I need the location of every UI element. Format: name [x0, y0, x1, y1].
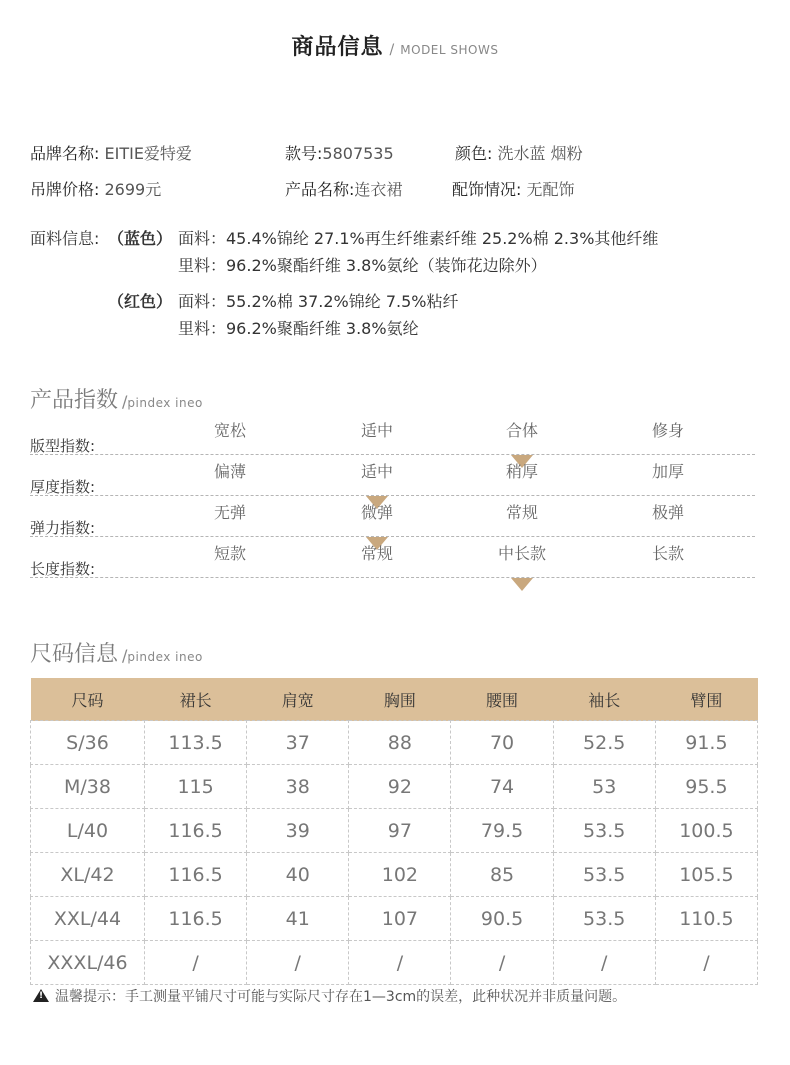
size-value-cell: 90.5	[451, 897, 553, 941]
index-option: 极弹	[651, 503, 685, 522]
size-column-header: 裙长	[145, 678, 247, 721]
size-column-header: 肩宽	[247, 678, 349, 721]
table-row	[31, 809, 758, 853]
color-value: 洗水蓝 烟粉	[497, 144, 583, 163]
fabric-red-tag: （红色）	[108, 292, 173, 311]
style-no-label: 款号:	[285, 144, 323, 163]
size-value-cell: /	[451, 941, 553, 985]
size-value-cell: 85	[451, 853, 553, 897]
size-info-title	[30, 637, 203, 668]
size-value-cell: 102	[349, 853, 451, 897]
size-label-cell: M/38	[31, 765, 145, 809]
index-option: 偏薄	[213, 462, 247, 481]
size-value-cell: 74	[451, 765, 553, 809]
index-row-label: 弹力指数:	[30, 519, 96, 537]
price-value: 2699元	[104, 180, 162, 199]
size-value-cell: 97	[349, 809, 451, 853]
index-row	[30, 541, 755, 578]
size-value-cell: 105.5	[655, 853, 757, 897]
index-option: 加厚	[651, 462, 685, 481]
size-value-cell: 107	[349, 897, 451, 941]
index-marker-icon	[511, 578, 533, 591]
size-value-cell: 53.5	[553, 897, 655, 941]
size-value-cell: 92	[349, 765, 451, 809]
size-info-subtitle: pindex ineo	[127, 650, 203, 664]
accessory-info	[452, 177, 575, 200]
index-option: 短款	[213, 544, 247, 563]
index-row-label: 版型指数:	[30, 437, 96, 455]
size-value-cell: 39	[247, 809, 349, 853]
product-index-slash: /	[122, 392, 128, 411]
size-value-cell: 95.5	[655, 765, 757, 809]
footer-tip	[33, 986, 626, 1006]
index-option: 合体	[505, 421, 539, 440]
table-row	[31, 721, 758, 765]
brand-info	[30, 141, 192, 164]
page-title: 商品信息	[291, 35, 384, 60]
table-row	[31, 941, 758, 985]
size-value-cell: 38	[247, 765, 349, 809]
style-no-value: 5807535	[322, 144, 394, 163]
size-value-cell: /	[655, 941, 757, 985]
page-header	[0, 30, 790, 66]
color-info	[455, 141, 583, 164]
size-value-cell: 88	[349, 721, 451, 765]
product-index-subtitle: pindex ineo	[127, 396, 203, 410]
index-option: 适中	[360, 421, 394, 440]
size-label-cell: L/40	[31, 809, 145, 853]
index-option: 中长款	[497, 544, 547, 563]
index-row-label: 厚度指数:	[30, 478, 96, 496]
brand-value: EITIE爱特爱	[104, 144, 192, 163]
size-table	[30, 678, 758, 985]
fabric-blue-lining: 里料：96.2%聚酯纤维 3.8%氨纶（装饰花边除外）	[178, 256, 547, 275]
table-row	[31, 853, 758, 897]
size-info-slash: /	[122, 646, 128, 665]
size-value-cell: 53.5	[553, 853, 655, 897]
size-column-header: 臂围	[655, 678, 757, 721]
size-label-cell: XL/42	[31, 853, 145, 897]
footer-tip-text: 温馨提示：手工测量平铺尺寸可能与实际尺寸存在1—3cm的误差，此种状况并非质量问题。	[55, 989, 627, 1005]
size-value-cell: 110.5	[655, 897, 757, 941]
size-value-cell: 116.5	[145, 853, 247, 897]
index-option: 稍厚	[505, 462, 539, 481]
fabric-red-lining: 里料：96.2%聚酯纤维 3.8%氨纶	[178, 319, 419, 338]
size-value-cell: 113.5	[145, 721, 247, 765]
index-row	[30, 500, 755, 537]
product-name-value: 连衣裙	[354, 180, 403, 199]
brand-label: 品牌名称:	[30, 144, 100, 163]
size-label-cell: XXL/44	[31, 897, 145, 941]
color-label: 颜色:	[455, 144, 493, 163]
product-index-title	[30, 383, 203, 414]
index-option: 修身	[651, 421, 685, 440]
product-name-info	[285, 177, 402, 200]
size-column-header: 腰围	[451, 678, 553, 721]
size-info-title-text: 尺码信息	[30, 642, 119, 667]
size-value-cell: /	[553, 941, 655, 985]
accessory-label: 配饰情况:	[452, 180, 522, 199]
title-separator: /	[389, 42, 395, 58]
size-value-cell: 52.5	[553, 721, 655, 765]
size-value-cell: 37	[247, 721, 349, 765]
size-value-cell: 40	[247, 853, 349, 897]
size-label-cell: XXXL/46	[31, 941, 145, 985]
size-value-cell: 116.5	[145, 897, 247, 941]
size-value-cell: 53.5	[553, 809, 655, 853]
index-option: 宽松	[213, 421, 247, 440]
index-option: 常规	[360, 544, 394, 563]
size-value-cell: 91.5	[655, 721, 757, 765]
index-option: 适中	[360, 462, 394, 481]
size-table-header	[31, 678, 758, 721]
size-value-cell: 70	[451, 721, 553, 765]
price-label: 吊牌价格:	[30, 180, 100, 199]
accessory-value: 无配饰	[526, 180, 575, 199]
price-info	[30, 177, 161, 200]
size-value-cell: 116.5	[145, 809, 247, 853]
product-index-title-text: 产品指数	[30, 388, 119, 413]
index-option: 无弹	[213, 503, 247, 522]
size-label-cell: S/36	[31, 721, 145, 765]
size-column-header: 尺码	[31, 678, 145, 721]
table-row	[31, 897, 758, 941]
index-row	[30, 418, 755, 455]
product-name-label: 产品名称:	[285, 180, 355, 199]
table-row	[31, 765, 758, 809]
size-table-body	[31, 721, 758, 985]
size-value-cell: 79.5	[451, 809, 553, 853]
size-column-header: 胸围	[349, 678, 451, 721]
index-row	[30, 459, 755, 496]
size-value-cell: 53	[553, 765, 655, 809]
fabric-blue-outer: 面料：45.4%锦纶 27.1%再生纤维素纤维 25.2%棉 2.3%其他纤维	[178, 229, 659, 248]
size-value-cell: /	[145, 941, 247, 985]
size-value-cell: 41	[247, 897, 349, 941]
fabric-label: 面料信息:	[30, 229, 100, 248]
fabric-red-outer: 面料：55.2%棉 37.2%锦纶 7.5%粘纤	[178, 292, 459, 311]
size-value-cell: /	[247, 941, 349, 985]
index-row-label: 长度指数:	[30, 560, 96, 578]
index-option: 微弹	[360, 503, 394, 522]
fabric-blue-tag: （蓝色）	[108, 229, 173, 248]
size-value-cell: 115	[145, 765, 247, 809]
page-subtitle: MODEL SHOWS	[400, 43, 499, 57]
warning-icon	[33, 989, 49, 1002]
style-no-info	[285, 141, 394, 164]
size-value-cell: /	[349, 941, 451, 985]
index-option: 常规	[505, 503, 539, 522]
size-column-header: 袖长	[553, 678, 655, 721]
index-option: 长款	[651, 544, 685, 563]
size-value-cell: 100.5	[655, 809, 757, 853]
